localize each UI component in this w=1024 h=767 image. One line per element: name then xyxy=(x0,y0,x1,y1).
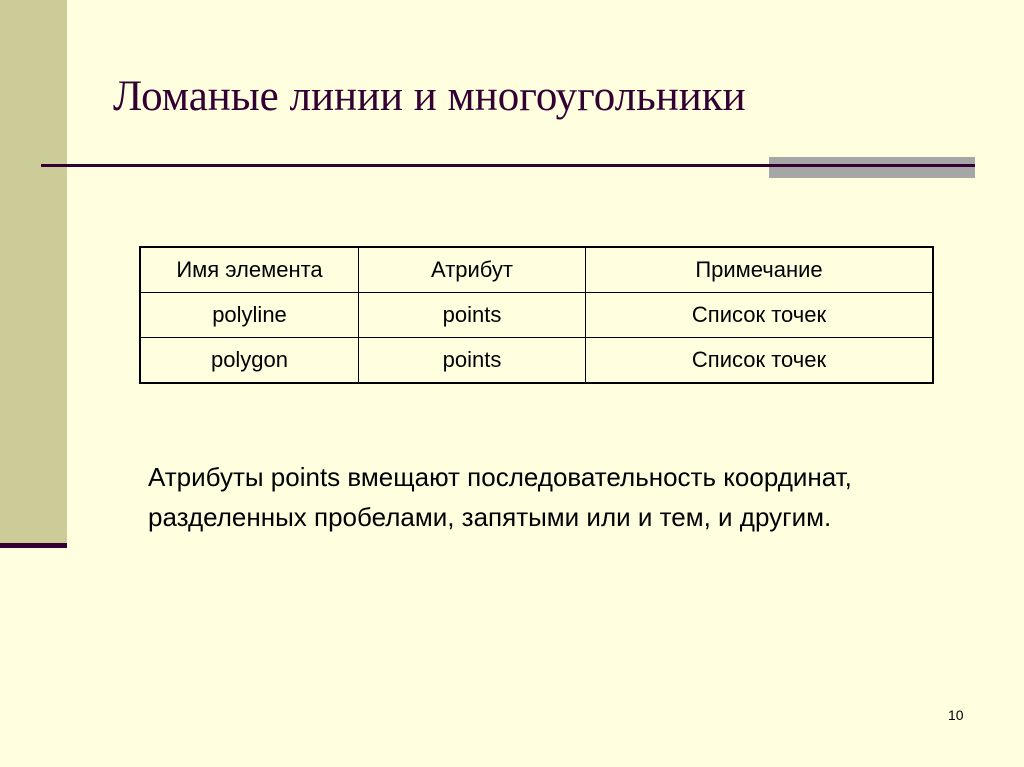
table-cell: points xyxy=(359,338,586,384)
elements-table xyxy=(139,246,934,384)
header-cell: Примечание xyxy=(586,247,934,293)
body-paragraph: Атрибуты points вмещают последовательность координат, разделенных пробелами, запятыми или и тем, и другим. xyxy=(148,462,852,532)
table-cell: polyline xyxy=(140,293,359,338)
title-divider xyxy=(41,164,975,167)
table-row xyxy=(140,293,933,338)
table-cell: polygon xyxy=(140,338,359,384)
sidebar-decoration xyxy=(0,0,67,544)
table-cell: points xyxy=(359,293,586,338)
title-accent-block xyxy=(769,157,975,178)
page-number: 10 xyxy=(948,707,964,723)
header-cell: Атрибут xyxy=(359,247,586,293)
table-cell: Список точек xyxy=(586,338,934,384)
table-row xyxy=(140,338,933,384)
sidebar-underline xyxy=(0,543,67,548)
table-header-row xyxy=(140,247,933,293)
slide-title: Ломаные линии и многоугольники xyxy=(113,73,746,120)
header-cell: Имя элемента xyxy=(140,247,359,293)
table-cell: Список точек xyxy=(586,293,934,338)
